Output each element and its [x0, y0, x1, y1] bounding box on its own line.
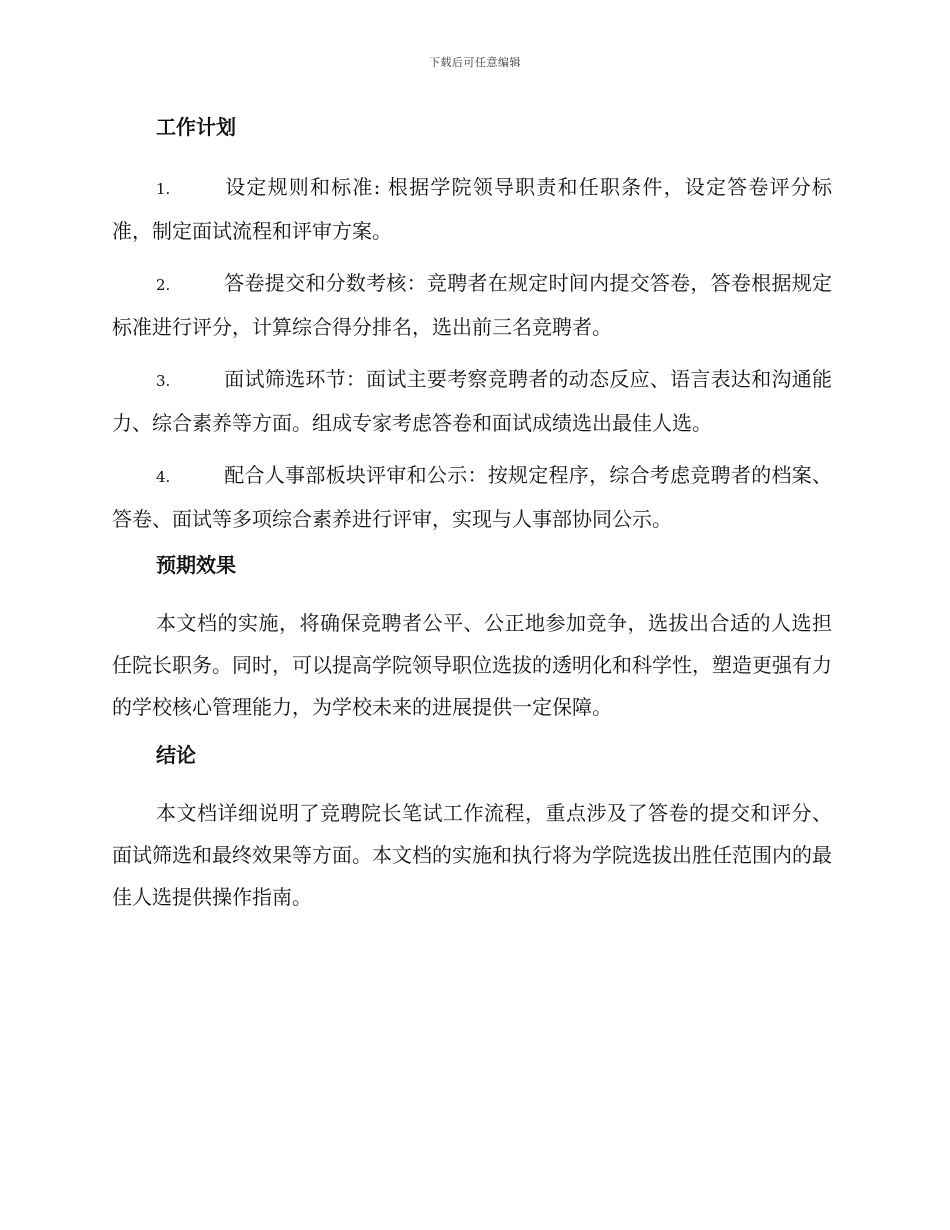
header-note: 下载后可任意编辑 — [429, 56, 521, 69]
list-item-text: 面试筛选环节：面试主要考察竞聘者的动态反应、语言表达和沟通能力、综合素养等方面。组成专家考虑答卷和面试成绩选出最佳人选。 — [112, 367, 832, 435]
list-item — [112, 454, 832, 540]
list-item-text: 答卷提交和分数考核：竞聘者在规定时间内提交答卷，答卷根据规定标准进行评分，计算综合得分排名，选出前三名竞聘者。 — [112, 271, 832, 339]
expected-effect-paragraph: 本文档的实施，将确保竞聘者公平、公正地参加竞争，选拔出合适的人选担任院长职务。同时，可以提高学院领导职位选拔的透明化和科学性，塑造更强有力的学校核心管理能力，为学校未来的进展提供一定保障。 — [112, 611, 832, 719]
list-item — [112, 166, 832, 252]
list-item-text: 设定规则和标准: 根据学院领导职责和任职条件，设定答卷评分标准，制定面试流程和评审方案。 — [112, 175, 832, 243]
list-item — [112, 262, 832, 348]
conclusion-heading: 结论 — [156, 743, 196, 767]
list-item-number: 2. — [156, 276, 171, 294]
work-plan-heading: 工作计划 — [156, 115, 236, 139]
expected-effect-heading: 预期效果 — [156, 553, 236, 577]
document-content — [112, 112, 832, 928]
list-item-text: 配合人事部板块评审和公示：按规定程序，综合考虑竞聘者的档案、答卷、面试等多项综合素养进行评审，实现与人事部协同公示。 — [112, 463, 832, 531]
list-item-number: 4. — [156, 468, 171, 486]
list-item — [112, 358, 832, 444]
conclusion-paragraph: 本文档详细说明了竞聘院长笔试工作流程，重点涉及了答卷的提交和评分、面试筛选和最终效果等方面。本文档的实施和执行将为学院选拔出胜任范围内的最佳人选提供操作指南。 — [112, 801, 832, 909]
list-item-number: 1. — [156, 180, 171, 198]
list-item-number: 3. — [156, 372, 171, 390]
